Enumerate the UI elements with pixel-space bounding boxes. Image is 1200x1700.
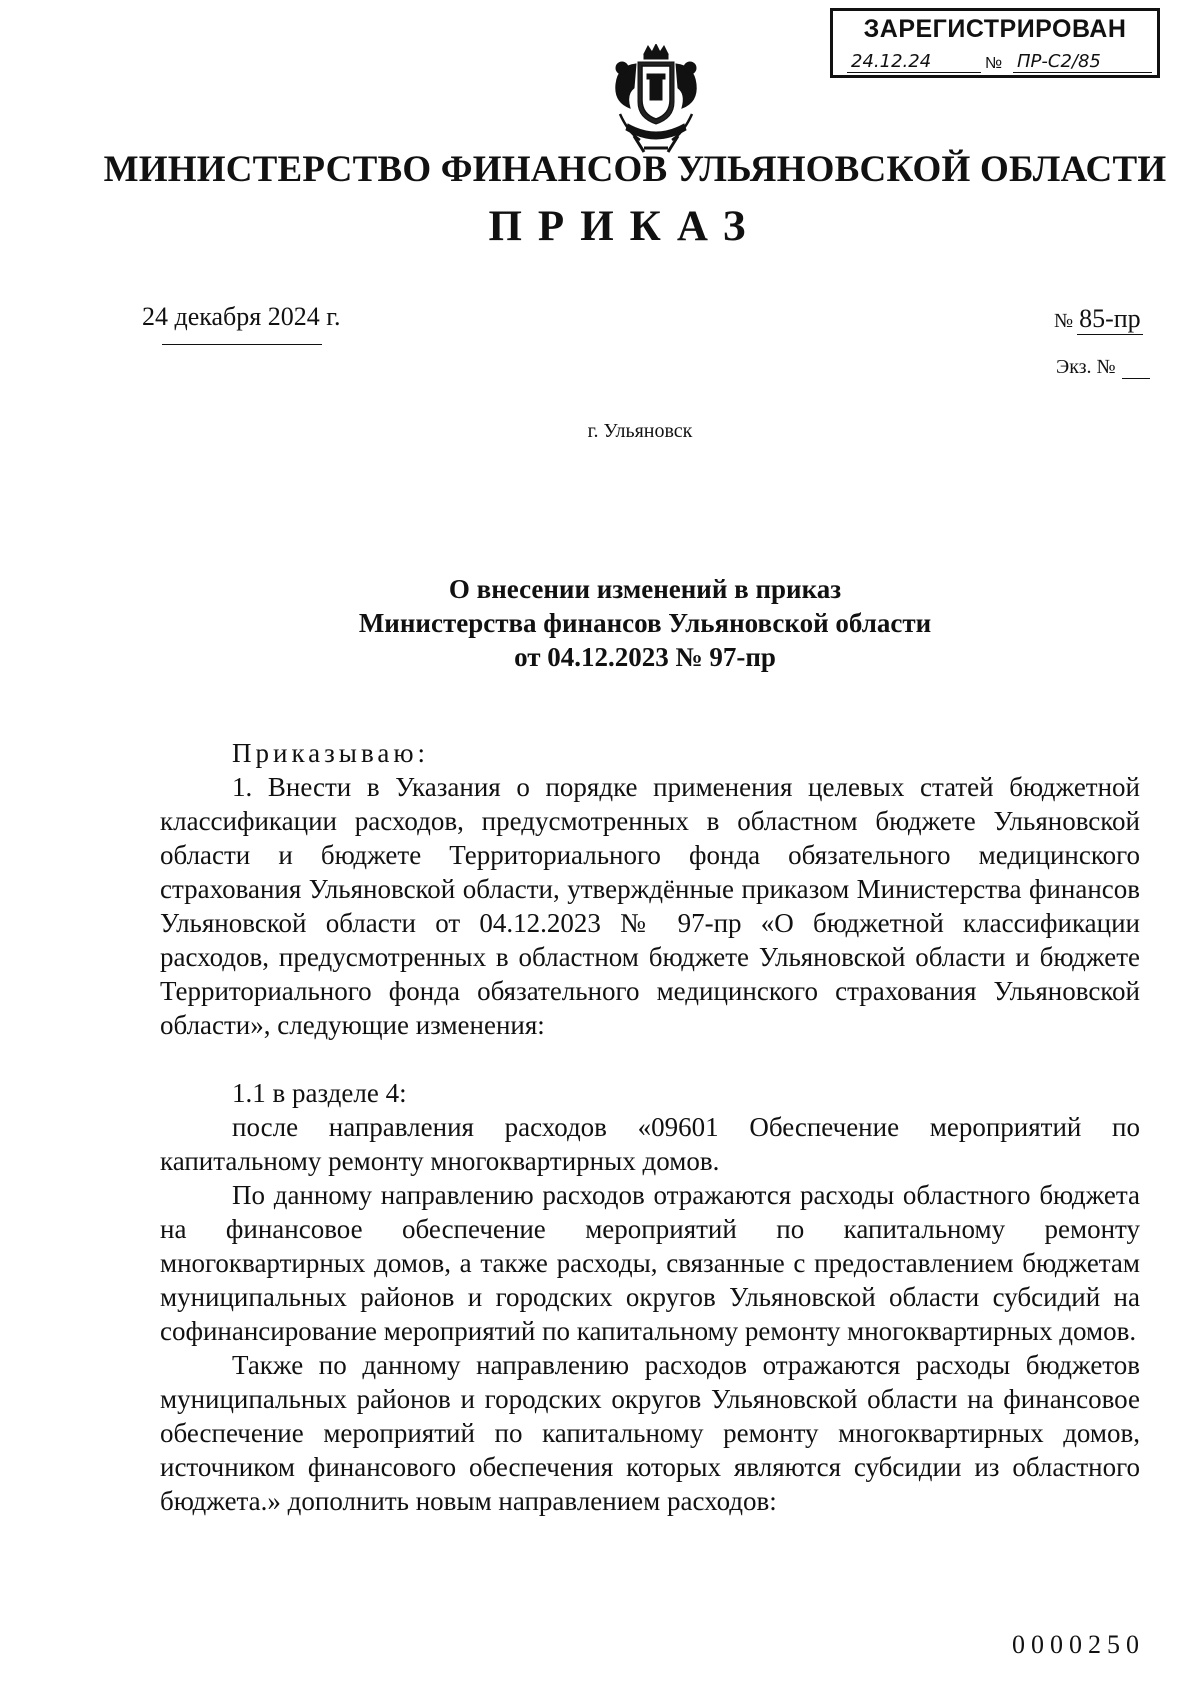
document-type: ПРИКАЗ xyxy=(488,203,762,250)
order-body xyxy=(160,736,1140,1518)
coat-of-arms-icon xyxy=(600,44,712,156)
serial-number: 0000250 xyxy=(1012,1630,1145,1659)
date-underline xyxy=(162,344,322,345)
ministry-name: МИНИСТЕРСТВО ФИНАНСОВ УЛЬЯНОВСКОЙ ОБЛАСТИ xyxy=(103,149,1167,190)
copy-number xyxy=(1056,356,1150,379)
body-paragraph: Также по данному направлению расходов отражаются расходы бюджетов муниципальных районов и городских округов Ульяновской области на финансовое обеспечение мероприятий по капитальному ремонту многоквартирных домов, источником финансового обеспечения которых являются субсидии из областного бюджета.» дополнить новым направлением расходов: xyxy=(160,1350,1140,1516)
paragraph-gap xyxy=(160,1042,1140,1076)
subject-line: Министерства финансов Ульяновской области xyxy=(358,608,932,638)
order-number-value: 85-пр xyxy=(1079,304,1141,333)
copy-number-label: Экз. № xyxy=(1056,356,1116,378)
order-directive: Приказываю: xyxy=(232,738,429,768)
body-paragraph: 1.1 в разделе 4: xyxy=(232,1078,407,1108)
stamp-date: 24.12.24 xyxy=(847,51,981,73)
body-paragraph: после направления расходов «09601 Обеспечение мероприятий по капитальному ремонту многоквартирных домов. xyxy=(160,1112,1140,1176)
body-paragraph: 1. Внести в Указания о порядке применения целевых статей бюджетной классификации расходов, предусмотренных в областном бюджете Ульяновской области и бюджете Территориального фонда обязательного медицинского страхования Ульяновской области, утверждённые приказом Министерства финансов Ульяновской области от 04.12.2023 № 97-пр «О бюджетной классификации расходов, предусмотренных в областном бюджете Ульяновской области и бюджете Территориального фонда обязательного медицинского страхования Ульяновской области», следующие изменения: xyxy=(160,772,1140,1040)
city: г. Ульяновск xyxy=(587,420,693,442)
body-paragraph: По данному направлению расходов отражаются расходы областного бюджета на финансовое обеспечение мероприятий по капитальному ремонту многоквартирных домов, а также расходы, связанные с предоставлением бюджетам муниципальных районов и городских округов Ульяновской области субсидий на софинансирование мероприятий по капитальному ремонту многоквартирных домов. xyxy=(160,1180,1140,1346)
registration-stamp xyxy=(830,8,1160,78)
copy-number-blank xyxy=(1122,360,1150,379)
order-subject xyxy=(0,572,1200,674)
order-number-sign: № xyxy=(1054,310,1074,332)
subject-line: от 04.12.2023 № 97-пр xyxy=(514,642,776,672)
stamp-title: ЗАРЕГИСТРИРОВАН xyxy=(863,15,1127,43)
stamp-number-sign: № xyxy=(985,55,1003,72)
stamp-registration-line xyxy=(843,51,1147,75)
order-date: 24 декабря 2024 г. xyxy=(142,302,341,331)
order-number xyxy=(1054,304,1143,335)
stamp-number: ПР-С2/85 xyxy=(1013,51,1152,73)
subject-line: О внесении изменений в приказ xyxy=(448,574,842,604)
